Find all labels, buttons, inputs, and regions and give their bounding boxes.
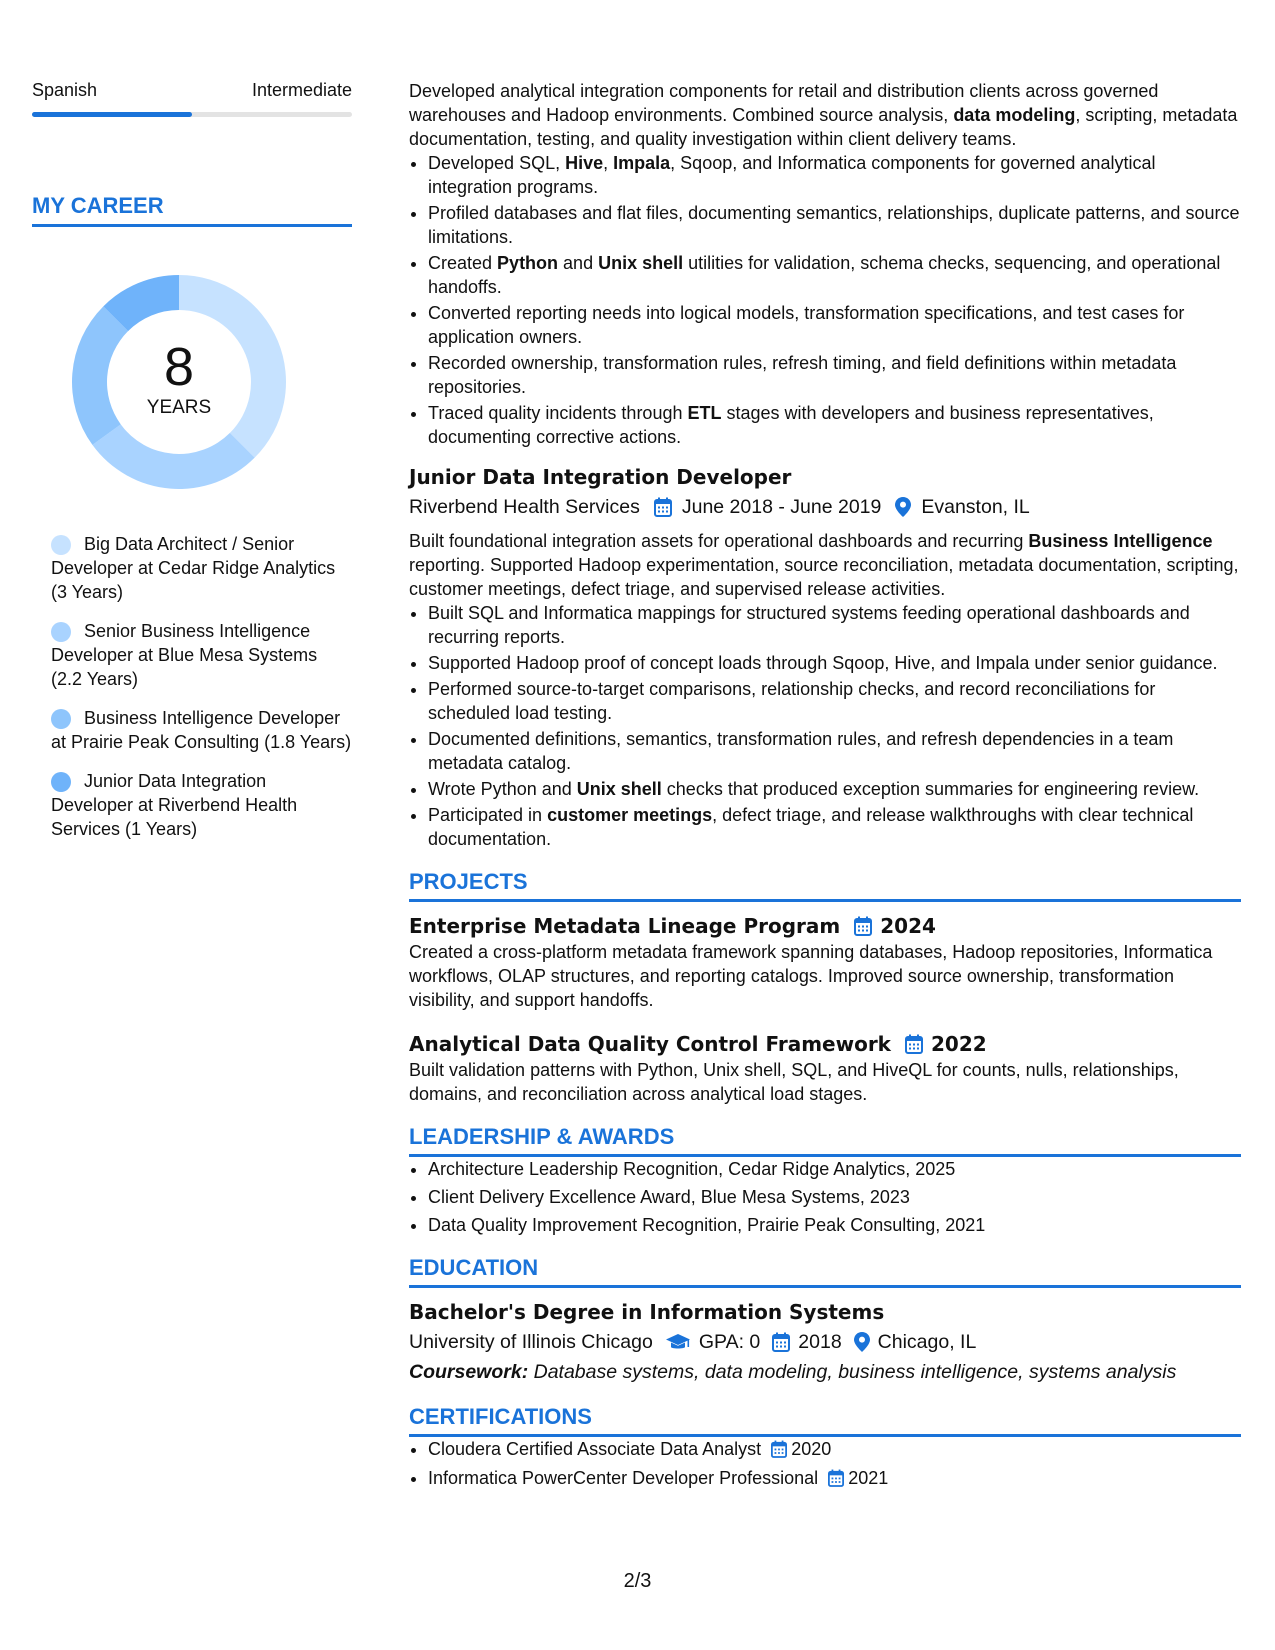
language-proficiency-fill: [32, 112, 192, 117]
language-proficiency-bar: [32, 112, 352, 117]
bold-keyword: customer meetings: [547, 805, 713, 825]
bold-keyword: ETL: [687, 403, 722, 423]
donut-center: [66, 269, 292, 495]
job-bullet: • Documented definitions, semantics, transformation rules, and refresh dependencies in a team metadata catalog.: [428, 727, 1241, 775]
job-summary: [409, 529, 1241, 601]
career-legend-item: [51, 619, 352, 691]
legend-dot: [51, 622, 71, 642]
awards-heading: LEADERSHIP & AWARDS: [409, 1124, 1241, 1157]
text: checks that produced exception summaries for engineering review.: [661, 779, 1200, 799]
left-column: [32, 78, 352, 856]
certification-item: [428, 1466, 1241, 1493]
job-bullet: [428, 251, 1241, 299]
certification-item: [428, 1437, 1241, 1464]
gpa: GPA: 0: [698, 1331, 761, 1353]
career-legend-text: Junior Data Integration Developer at Riverbend Health Services (1 Years): [51, 771, 298, 839]
text: ,: [603, 153, 614, 173]
text: , Sqoop, and Informatica components for governed analytical integration programs.: [428, 153, 1156, 197]
bold-keyword: Python: [497, 253, 559, 273]
career-total-number: 8: [163, 337, 195, 397]
language-row: [32, 78, 352, 102]
career-legend-text: Business Intelligence Developer at Prairie Peak Consulting (1.8 Years): [51, 708, 352, 752]
certification-year: 2021: [848, 1468, 889, 1488]
legend-dot: [51, 535, 71, 555]
certifications-heading: CERTIFICATIONS: [409, 1404, 1241, 1437]
project-description: Created a cross-platform metadata framework spanning databases, Hadoop repositories, Informatica workflows, OLAP structures, and reporting catalogs. Improved source ownership, transformation visibility, and support handoffs.: [409, 942, 1213, 1010]
text: Created: [428, 253, 498, 273]
school-location: Chicago, IL: [877, 1331, 977, 1353]
bold-keyword: Hive: [565, 153, 604, 173]
job-bullet: • Built SQL and Informatica mappings for structured systems feeding operational dashboards and recurring reports.: [428, 601, 1241, 649]
award-item: • Architecture Leadership Recognition, Cedar Ridge Analytics, 2025: [428, 1157, 1241, 1181]
education-meta: [409, 1328, 1241, 1356]
calendar-icon: [772, 1332, 790, 1352]
page-number: 2/3: [623, 1570, 652, 1592]
certification-year: 2020: [791, 1439, 832, 1459]
job-bullet: [428, 777, 1241, 801]
location-pin-icon: [895, 497, 911, 517]
job-bullet: • Profiled databases and flat files, documenting semantics, relationships, duplicate patterns, and source limitations.: [428, 201, 1241, 249]
career-total-unit: YEARS: [146, 397, 212, 418]
career-legend-text: Big Data Architect / Senior Developer at Cedar Ridge Analytics (3 Years): [51, 534, 336, 602]
text: Developed SQL,: [428, 153, 566, 173]
text: , defect triage, and release walkthroughs with clear technical documentation.: [428, 805, 1194, 849]
coursework-text: Database systems, data modeling, business intelligence, systems analysis: [528, 1361, 1177, 1383]
career-legend: [32, 532, 352, 841]
project-year: 2024: [880, 914, 936, 938]
award-item: • Data Quality Improvement Recognition, Prairie Peak Consulting, 2021: [428, 1213, 1241, 1237]
project-description: Built validation patterns with Python, Unix shell, SQL, and HiveQL for counts, nulls, relationships, domains, and reconciliation across analytical load stages.: [409, 1060, 1179, 1104]
career-heading: MY CAREER: [32, 193, 352, 227]
text: stages with developers and business representatives, documenting corrective actions.: [428, 403, 1154, 447]
text: utilities for validation, schema checks, sequencing, and operational handoffs.: [428, 253, 1221, 297]
coursework-label: Coursework:: [409, 1361, 529, 1383]
bold-keyword: Impala: [613, 153, 671, 173]
certifications-list: [409, 1437, 1241, 1493]
project-year: 2022: [930, 1032, 987, 1056]
calendar-icon: [905, 1034, 923, 1054]
calendar-icon: [828, 1469, 844, 1493]
award-item: • Client Delivery Excellence Award, Blue Mesa Systems, 2023: [428, 1185, 1241, 1209]
language-name: Spanish: [32, 80, 98, 100]
certification-name: Cloudera Certified Associate Data Analyst: [428, 1439, 762, 1459]
career-legend-text: Senior Business Intelligence Developer at Blue Mesa Systems (2.2 Years): [51, 621, 318, 689]
graduation-year: 2018: [798, 1331, 842, 1353]
text: , scripting, metadata documentation, testing, and quality investigation within client delivery teams.: [409, 105, 1238, 149]
location-pin-icon: [854, 1332, 870, 1352]
school-name: University of Illinois Chicago: [409, 1331, 653, 1353]
job-meta: [409, 493, 1241, 521]
text: Wrote Python and: [428, 779, 577, 799]
job-bullet: [428, 151, 1241, 199]
career-legend-item: [51, 532, 352, 604]
job-bullets: [409, 151, 1241, 449]
bold-keyword: data modeling: [953, 105, 1076, 125]
text: Participated in: [428, 805, 548, 825]
calendar-icon: [771, 1440, 787, 1464]
job-location: Evanston, IL: [921, 496, 1030, 518]
bold-keyword: Unix shell: [576, 779, 662, 799]
job-bullet: • Converted reporting needs into logical models, transformation specifications, and test cases for application owners.: [428, 301, 1241, 349]
bold-keyword: Unix shell: [598, 253, 684, 273]
job-bullet: • Supported Hadoop proof of concept loads through Sqoop, Hive, and Impala under senior guidance.: [428, 651, 1241, 675]
job-dates: June 2018 - June 2019: [681, 496, 882, 518]
degree-title: Bachelor's Degree in Information Systems: [409, 1300, 885, 1324]
projects-heading: PROJECTS: [409, 869, 1241, 902]
career-donut-chart: [66, 269, 292, 495]
calendar-icon: [854, 916, 872, 936]
job-bullet: [428, 401, 1241, 449]
legend-dot: [51, 772, 71, 792]
job-summary: [409, 79, 1241, 151]
text: Developed analytical integration components for retail and distribution clients across governed warehouses and Hadoop environments. Combined source analysis,: [409, 81, 1159, 125]
text: reporting. Supported Hadoop experimentation, source reconciliation, metadata documentation, scripting, customer meetings, defect triage, and supervised release activities.: [409, 555, 1239, 599]
calendar-icon: [654, 497, 672, 517]
text: and: [558, 253, 599, 273]
project-title-row: [409, 912, 1241, 940]
coursework: [409, 1358, 1241, 1386]
legend-dot: [51, 709, 71, 729]
right-column: [409, 79, 1241, 1495]
job-title: Junior Data Integration Developer: [409, 465, 792, 489]
language-level: Intermediate: [251, 80, 352, 100]
job-bullet: [428, 803, 1241, 851]
certification-name: Informatica PowerCenter Developer Professional: [428, 1468, 819, 1488]
project-title-row: [409, 1030, 1241, 1058]
education-heading: EDUCATION: [409, 1255, 1241, 1288]
text: Traced quality incidents through: [428, 403, 688, 423]
job-bullets: [409, 601, 1241, 851]
awards-list: [409, 1157, 1241, 1237]
bold-keyword: Business Intelligence: [1028, 531, 1213, 551]
project-title: Analytical Data Quality Control Framework: [409, 1032, 891, 1056]
career-legend-item: [51, 706, 352, 754]
project-title: Enterprise Metadata Lineage Program: [409, 914, 841, 938]
job-bullet: • Performed source-to-target comparisons, relationship checks, and record reconciliations for scheduled load testing.: [428, 677, 1241, 725]
graduation-cap-icon: [665, 1332, 691, 1352]
career-legend-item: [51, 769, 352, 841]
job-bullet: • Recorded ownership, transformation rules, refresh timing, and field definitions within metadata repositories.: [428, 351, 1241, 399]
text: Built foundational integration assets for operational dashboards and recurring: [409, 531, 1029, 551]
job-company: Riverbend Health Services: [409, 496, 640, 518]
